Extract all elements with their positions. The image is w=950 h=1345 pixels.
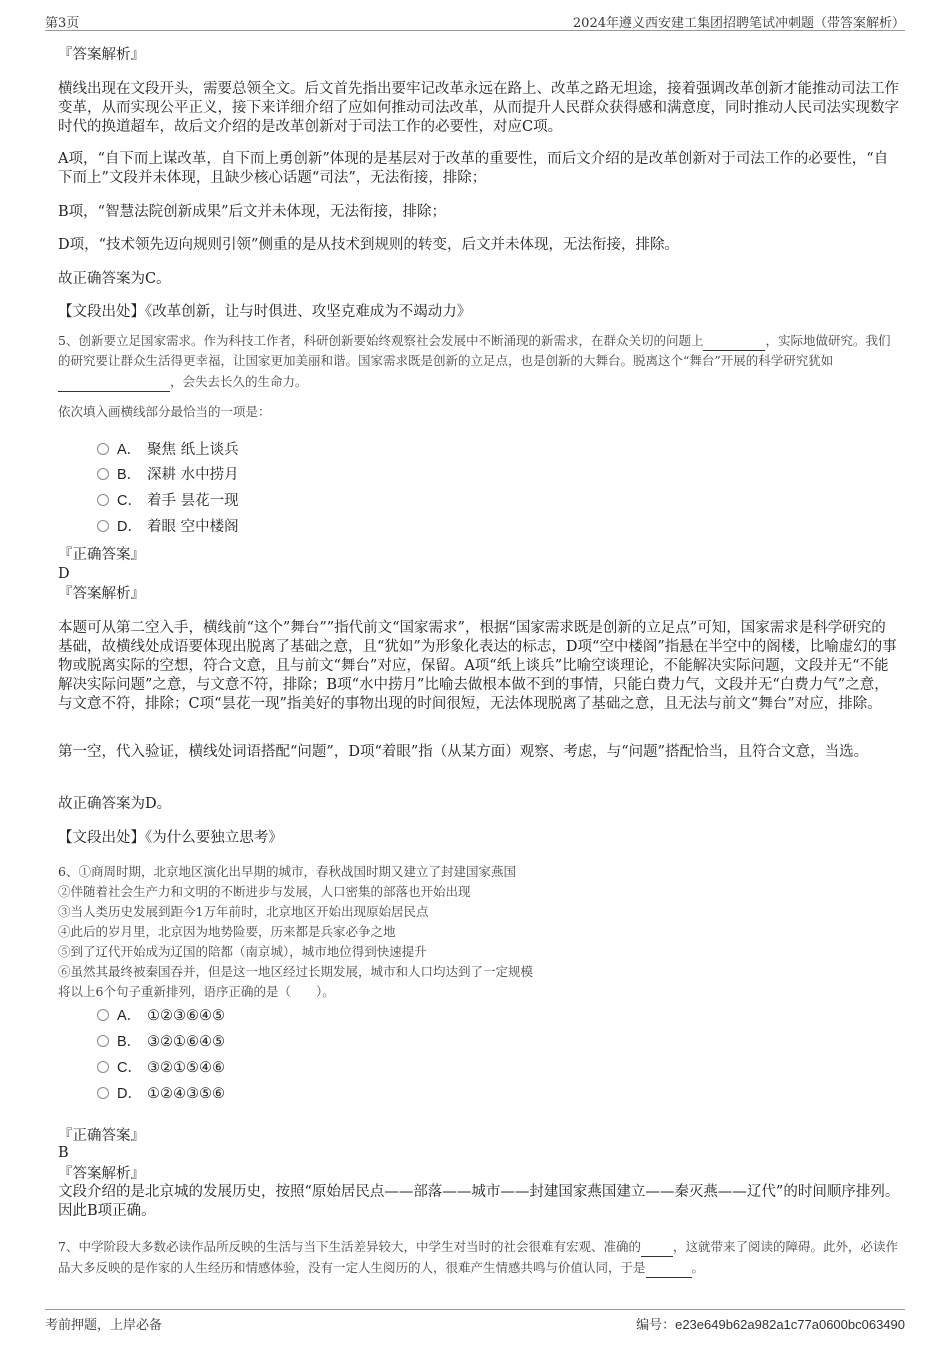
q5-analysis-label: 『答案解析』 xyxy=(58,586,145,602)
q5-option-c[interactable]: C． 着手 昙花一现 xyxy=(97,492,239,510)
q6-option-a[interactable]: A． ①②③⑥④⑤ xyxy=(97,1007,225,1025)
footer-code-label: 编号： xyxy=(636,1318,676,1333)
footer-code xyxy=(636,1314,905,1333)
page-header xyxy=(45,10,905,31)
radio-icon[interactable] xyxy=(97,443,109,455)
footer-code-value: e23e649b62a982a1c77a0600bc063490 xyxy=(675,1317,905,1332)
footer-slogan: 考前押题，上岸必备 xyxy=(45,1318,163,1333)
q4-analysis-para3: B项，“智慧法院创新成果”后文并未体现，无法衔接，排除； xyxy=(58,204,446,220)
q5-analysis-para1: 本题可从第二空入手，横线前“这个”舞台””指代前文“国家需求”，根据“国家需求既是创新的立足点”可知，国家需求是科学研究的基础，故横线处成语要体现出脱离了基础之意，且“犹如”为形象化表达的标志，D项“空中楼阁”指悬在半空中的阁楼，比喻虚幻的事物或脱离实际的空想，符合文意，且与前文“舞台”对应，保留。A项“纸上谈兵”比喻空谈理论，不能解决实际问题，文段并无“不能解决实际问题”之意，与文意不符，排除；B项“水中捞月”比喻去做根本做不到的事情，只能白费力气，文段并无“白费力气”之意，与文意不符，排除；C项“昙花一现”指美好的事物出现的时间很短，无法体现脱离了基础之意，且无法与前文“舞台”对应，排除。 xyxy=(58,620,897,712)
q5-stem-part1: 5、创新要立足国家需求。作为科技工作者，科研创新要始终观察社会发展中不断涌现的新需求，在群众关切的问题上 xyxy=(58,333,704,348)
q6-line-6: ⑥虽然其最终被秦国吞并，但是这一地区经过长期发展，城市和人口均达到了一定规模 xyxy=(58,964,534,979)
document-title: 2024年遵义西安建工集团招聘笔试冲刺题（带答案解析） xyxy=(572,16,905,31)
q5-option-b[interactable]: B． 深耕 水中捞月 xyxy=(97,466,239,484)
q5-option-a[interactable]: A． 聚焦 纸上谈兵 xyxy=(97,441,239,459)
q6-analysis-label: 『答案解析』 xyxy=(58,1166,145,1182)
q6-answer-label: 『正确答案』 xyxy=(58,1128,145,1144)
radio-icon[interactable] xyxy=(97,1009,109,1021)
q4-analysis-para2: A项，“自下而上谋改革，自下而上勇创新”体现的是基层对于改革的重要性，而后文介绍的是改革创新对于司法工作的必要性，“自下而上”文段并未体现，且缺少核心话题“司法”，无法衔接，排除； xyxy=(58,151,889,186)
radio-icon[interactable] xyxy=(97,1087,109,1099)
q5-source: 【文段出处】《为什么要独立思考》 xyxy=(58,830,283,846)
q5-option-d[interactable]: D． 着眼 空中楼阁 xyxy=(97,518,239,536)
page-footer xyxy=(45,1309,905,1332)
q4-source: 【文段出处】《改革创新，让与时俱进、攻坚克难成为不竭动力》 xyxy=(58,304,472,320)
q5-answer: D xyxy=(58,566,70,582)
page-number: 第3页 xyxy=(45,16,80,31)
q4-analysis-label: 『答案解析』 xyxy=(58,47,145,63)
q5-blank-1 xyxy=(703,330,765,351)
q5-stem-part2: ，实际地做研究。我们的研究要让群众生活得更幸福，让国家更加美丽和谐。国家需求既是创新的立足点，也是创新的大舞台。脱离这个“舞台”开展的科学研究犹如 xyxy=(58,333,891,368)
q5-answer-label: 『正确答案』 xyxy=(58,547,145,563)
q5-instruction: 依次填入画横线部分最恰当的一项是： xyxy=(58,404,271,419)
q7-stem-part3: 。 xyxy=(691,1260,705,1275)
q4-analysis-para4: D项，“技术领先迈向规则引领”侧重的是从技术到规则的转变，后文并未体现，无法衔接，排除。 xyxy=(58,237,679,253)
q6-line-2: ②伴随着社会生产力和文明的不断进步与发展，人口密集的部落也开始出现 xyxy=(58,884,471,899)
q5-conclusion: 故正确答案为D。 xyxy=(58,796,172,812)
q6-line-4: ④此后的岁月里，北京因为地势险要，历来都是兵家必争之地 xyxy=(58,924,396,939)
q6-instruction: 将以上6个句子重新排列，语序正确的是（ ）。 xyxy=(58,984,335,999)
q6-answer: B xyxy=(58,1145,69,1161)
q6-analysis: 文段介绍的是北京城的发展历史，按照“原始居民点——部落——城市——封建国家燕国建立——秦灭燕——辽代”的时间顺序排列。因此B项正确。 xyxy=(58,1184,900,1219)
q6-line-1: 6、①商周时期，北京地区演化出早期的城市，春秋战国时期又建立了封建国家燕国 xyxy=(58,864,516,879)
q7-stem-part2: ，这就带来了阅读的障碍。此外，必读作品大多反映的是作家的人生经历和情感体验，没有一定人生阅历的人，很难产生情感共鸣与价值认同，于是 xyxy=(58,1239,898,1275)
q7-blank-2 xyxy=(646,1257,692,1278)
q4-analysis-para1: 横线出现在文段开头，需要总领全文。后文首先指出要牢记改革永远在路上、改革之路无坦途，接着强调改革创新才能推动司法工作变革，从而实现公平正义，接下来详细介绍了应如何推动司法改革，从而提升人民群众获得感和满意度，同时推动人民司法实现数字时代的换道超车，故后文介绍的是改革创新对于司法工作的必要性，对应C项。 xyxy=(58,81,899,135)
q7-stem xyxy=(58,1236,900,1278)
radio-icon[interactable] xyxy=(97,494,109,506)
q6-option-c[interactable]: C． ③②①⑤④⑥ xyxy=(97,1059,225,1077)
q6-stem xyxy=(58,862,900,1002)
q6-line-5: ⑤到了辽代开始成为辽国的陪都（南京城），城市地位得到快速提升 xyxy=(58,944,427,959)
q5-stem-part3: ，会失去长久的生命力。 xyxy=(170,374,308,389)
radio-icon[interactable] xyxy=(97,520,109,532)
q4-conclusion: 故正确答案为C。 xyxy=(58,271,171,287)
q6-option-b[interactable]: B． ③②①⑥④⑤ xyxy=(97,1033,225,1051)
q6-option-d[interactable]: D． ①②④③⑤⑥ xyxy=(97,1085,225,1103)
q5-stem xyxy=(58,330,900,392)
radio-icon[interactable] xyxy=(97,1035,109,1047)
q7-stem-part1: 7、中学阶段大多数必读作品所反映的生活与当下生活差异较大，中学生对当时的社会很难有宏观、准确的 xyxy=(58,1239,641,1254)
q5-analysis-para2: 第一空，代入验证，横线处词语搭配“问题”，D项“着眼”指（从某方面）观察、考虑，与“问题”搭配恰当，且符合文意，当选。 xyxy=(58,744,869,760)
radio-icon[interactable] xyxy=(97,1061,109,1073)
q5-blank-2 xyxy=(58,371,170,392)
radio-icon[interactable] xyxy=(97,468,109,480)
q6-line-3: ③当人类历史发展到距今1万年前时，北京地区开始出现原始居民点 xyxy=(58,904,429,919)
q7-blank-1 xyxy=(641,1236,673,1257)
